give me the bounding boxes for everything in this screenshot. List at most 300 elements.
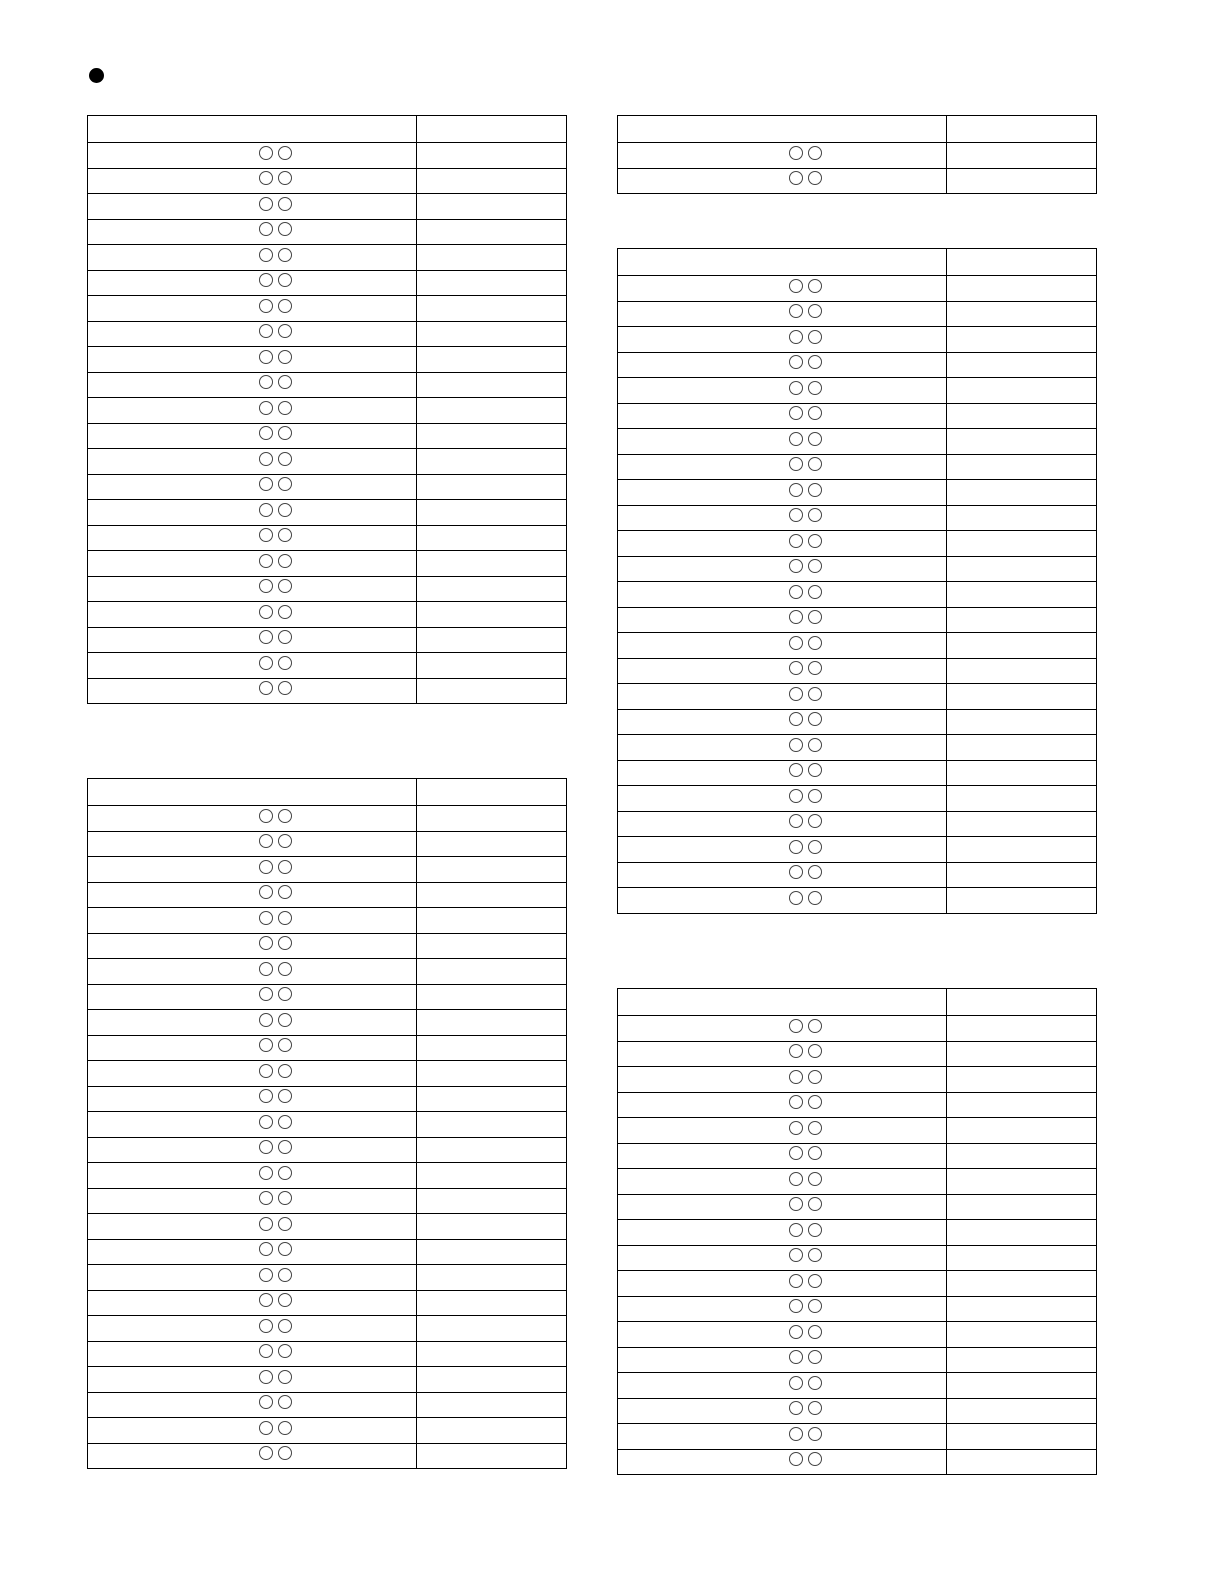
- row-value-cell[interactable]: [417, 959, 567, 985]
- row-value-cell[interactable]: [947, 862, 1097, 888]
- table-row: [88, 1214, 567, 1240]
- row-value-cell[interactable]: [417, 602, 567, 628]
- circle-icon[interactable]: [808, 712, 822, 726]
- circle-icon[interactable]: [789, 146, 803, 160]
- row-value-cell[interactable]: [947, 633, 1097, 659]
- circle-icon[interactable]: [278, 656, 292, 670]
- row-value-cell[interactable]: [947, 811, 1097, 837]
- circle-icon[interactable]: [278, 962, 292, 976]
- row-value-cell[interactable]: [417, 270, 567, 296]
- circle-icon[interactable]: [808, 1197, 822, 1211]
- circle-icon[interactable]: [278, 477, 292, 491]
- circle-icon[interactable]: [808, 1376, 822, 1390]
- row-value-cell[interactable]: [417, 1265, 567, 1291]
- circle-icon[interactable]: [808, 1401, 822, 1415]
- circle-marks: [789, 279, 822, 293]
- circle-icon[interactable]: [278, 1217, 292, 1231]
- circle-icon[interactable]: [808, 814, 822, 828]
- circle-icon[interactable]: [259, 1344, 273, 1358]
- row-value-cell[interactable]: [417, 1061, 567, 1087]
- circle-icon[interactable]: [259, 1268, 273, 1282]
- circle-icon[interactable]: [808, 279, 822, 293]
- circle-icon[interactable]: [259, 1446, 273, 1460]
- circle-icon[interactable]: [808, 1248, 822, 1262]
- circle-icon[interactable]: [808, 687, 822, 701]
- row-item-cell: [88, 245, 417, 271]
- circle-icon[interactable]: [808, 1325, 822, 1339]
- row-value-cell[interactable]: [417, 168, 567, 194]
- row-item-cell: [618, 1092, 947, 1118]
- circle-icon[interactable]: [789, 432, 803, 446]
- circle-icon[interactable]: [278, 1013, 292, 1027]
- circle-icon[interactable]: [808, 1044, 822, 1058]
- row-value-cell[interactable]: [947, 658, 1097, 684]
- circle-icon[interactable]: [278, 248, 292, 262]
- row-value-cell[interactable]: [417, 1163, 567, 1189]
- circle-icon[interactable]: [278, 171, 292, 185]
- circle-icon[interactable]: [789, 1146, 803, 1160]
- row-value-cell[interactable]: [947, 888, 1097, 914]
- row-value-cell[interactable]: [947, 1373, 1097, 1399]
- row-value-cell[interactable]: [417, 1341, 567, 1367]
- circle-icon[interactable]: [259, 477, 273, 491]
- circle-icon[interactable]: [259, 426, 273, 440]
- circle-icon[interactable]: [789, 814, 803, 828]
- circle-icon[interactable]: [789, 1274, 803, 1288]
- circle-icon[interactable]: [278, 273, 292, 287]
- circle-icon[interactable]: [789, 1248, 803, 1262]
- circle-icon[interactable]: [808, 1427, 822, 1441]
- circle-marks: [259, 401, 292, 415]
- table-row: [88, 245, 567, 271]
- row-value-cell[interactable]: [947, 709, 1097, 735]
- circle-icon[interactable]: [808, 559, 822, 573]
- circle-icon[interactable]: [259, 222, 273, 236]
- circle-icon[interactable]: [789, 381, 803, 395]
- circle-icon[interactable]: [808, 355, 822, 369]
- circle-icon[interactable]: [259, 197, 273, 211]
- circle-icon[interactable]: [278, 299, 292, 313]
- circle-icon[interactable]: [808, 1172, 822, 1186]
- circle-icon[interactable]: [808, 171, 822, 185]
- circle-icon[interactable]: [808, 865, 822, 879]
- circle-icon[interactable]: [278, 1446, 292, 1460]
- circle-icon[interactable]: [278, 834, 292, 848]
- circle-icon[interactable]: [259, 860, 273, 874]
- row-value-cell[interactable]: [417, 347, 567, 373]
- circle-icon[interactable]: [278, 222, 292, 236]
- circle-icon[interactable]: [808, 1299, 822, 1313]
- circle-icon[interactable]: [259, 1370, 273, 1384]
- circle-icon[interactable]: [808, 585, 822, 599]
- circle-icon[interactable]: [808, 304, 822, 318]
- row-value-cell[interactable]: [417, 984, 567, 1010]
- circle-icon[interactable]: [789, 1401, 803, 1415]
- circle-icon[interactable]: [259, 299, 273, 313]
- circle-icon[interactable]: [278, 860, 292, 874]
- row-value-cell[interactable]: [417, 219, 567, 245]
- row-value-cell[interactable]: [417, 474, 567, 500]
- circle-icon[interactable]: [789, 1121, 803, 1135]
- row-value-cell[interactable]: [417, 1316, 567, 1342]
- circle-icon[interactable]: [808, 1070, 822, 1084]
- table-row: [88, 1316, 567, 1342]
- circle-icon[interactable]: [259, 630, 273, 644]
- circle-icon[interactable]: [278, 1293, 292, 1307]
- circle-icon[interactable]: [259, 885, 273, 899]
- circle-icon[interactable]: [259, 1421, 273, 1435]
- circle-icon[interactable]: [259, 248, 273, 262]
- circle-icon[interactable]: [278, 1370, 292, 1384]
- circle-icon[interactable]: [789, 661, 803, 675]
- row-value-cell[interactable]: [947, 582, 1097, 608]
- row-value-cell[interactable]: [417, 1214, 567, 1240]
- circle-icon[interactable]: [278, 1038, 292, 1052]
- row-value-cell[interactable]: [417, 1137, 567, 1163]
- circle-icon[interactable]: [259, 1242, 273, 1256]
- header-cell-item: [618, 989, 947, 1016]
- circle-icon[interactable]: [789, 789, 803, 803]
- row-value-cell[interactable]: [947, 143, 1097, 169]
- circle-icon[interactable]: [808, 1350, 822, 1364]
- circle-icon[interactable]: [808, 432, 822, 446]
- circle-icon[interactable]: [259, 1191, 273, 1205]
- row-value-cell[interactable]: [417, 423, 567, 449]
- row-value-cell[interactable]: [417, 1035, 567, 1061]
- circle-icon[interactable]: [808, 1095, 822, 1109]
- circle-icon[interactable]: [259, 1038, 273, 1052]
- circle-icon[interactable]: [278, 324, 292, 338]
- row-value-cell[interactable]: [947, 1296, 1097, 1322]
- row-value-cell[interactable]: [417, 933, 567, 959]
- circle-icon[interactable]: [789, 330, 803, 344]
- circle-icon[interactable]: [278, 426, 292, 440]
- circle-icon[interactable]: [259, 503, 273, 517]
- table-row: [88, 449, 567, 475]
- circle-icon[interactable]: [259, 1319, 273, 1333]
- circle-icon[interactable]: [808, 1452, 822, 1466]
- row-item-cell: [618, 403, 947, 429]
- row-value-cell[interactable]: [947, 378, 1097, 404]
- circle-icon[interactable]: [808, 483, 822, 497]
- circle-icon[interactable]: [278, 452, 292, 466]
- circle-icon[interactable]: [808, 840, 822, 854]
- circle-icon[interactable]: [278, 681, 292, 695]
- table-row: [88, 984, 567, 1010]
- circle-icon[interactable]: [259, 579, 273, 593]
- row-value-cell[interactable]: [417, 1418, 567, 1444]
- row-value-cell[interactable]: [417, 1367, 567, 1393]
- circle-icon[interactable]: [808, 457, 822, 471]
- circle-icon[interactable]: [278, 528, 292, 542]
- row-value-cell[interactable]: [947, 1143, 1097, 1169]
- circle-icon[interactable]: [259, 1293, 273, 1307]
- circle-icon[interactable]: [259, 809, 273, 823]
- circle-icon[interactable]: [789, 585, 803, 599]
- circle-icon[interactable]: [278, 1395, 292, 1409]
- circle-icon[interactable]: [259, 656, 273, 670]
- circle-icon[interactable]: [278, 885, 292, 899]
- row-value-cell[interactable]: [417, 908, 567, 934]
- table-row: [88, 831, 567, 857]
- circle-icon[interactable]: [259, 401, 273, 415]
- table-row: [88, 194, 567, 220]
- row-value-cell[interactable]: [947, 480, 1097, 506]
- row-value-cell[interactable]: [947, 1016, 1097, 1042]
- circle-icon[interactable]: [278, 936, 292, 950]
- row-value-cell[interactable]: [947, 607, 1097, 633]
- circle-marks: [259, 1191, 292, 1205]
- circle-icon[interactable]: [808, 1121, 822, 1135]
- circle-icon[interactable]: [808, 1223, 822, 1237]
- circle-icon[interactable]: [259, 1089, 273, 1103]
- row-value-cell[interactable]: [417, 1290, 567, 1316]
- circle-icon[interactable]: [789, 1299, 803, 1313]
- row-value-cell[interactable]: [947, 1449, 1097, 1475]
- circle-icon[interactable]: [789, 1223, 803, 1237]
- circle-icon[interactable]: [278, 1115, 292, 1129]
- row-value-cell[interactable]: [947, 1322, 1097, 1348]
- circle-icon[interactable]: [259, 1217, 273, 1231]
- row-value-cell[interactable]: [947, 556, 1097, 582]
- circle-icon[interactable]: [808, 508, 822, 522]
- circle-icon[interactable]: [259, 350, 273, 364]
- circle-icon[interactable]: [789, 712, 803, 726]
- row-value-cell[interactable]: [417, 1010, 567, 1036]
- row-value-cell[interactable]: [947, 1245, 1097, 1271]
- circle-icon[interactable]: [789, 1044, 803, 1058]
- row-value-cell[interactable]: [417, 500, 567, 526]
- circle-icon[interactable]: [789, 891, 803, 905]
- circle-icon[interactable]: [278, 554, 292, 568]
- circle-icon[interactable]: [808, 406, 822, 420]
- row-value-cell[interactable]: [417, 1188, 567, 1214]
- row-value-cell[interactable]: [947, 1271, 1097, 1297]
- circle-icon[interactable]: [259, 452, 273, 466]
- row-value-cell[interactable]: [947, 301, 1097, 327]
- circle-icon[interactable]: [278, 1191, 292, 1205]
- row-value-cell[interactable]: [417, 1112, 567, 1138]
- row-value-cell[interactable]: [947, 837, 1097, 863]
- row-value-cell[interactable]: [417, 194, 567, 220]
- row-value-cell[interactable]: [417, 882, 567, 908]
- row-value-cell[interactable]: [947, 684, 1097, 710]
- row-value-cell[interactable]: [947, 1220, 1097, 1246]
- circle-icon[interactable]: [789, 1197, 803, 1211]
- circle-icon[interactable]: [278, 375, 292, 389]
- circle-icon[interactable]: [259, 605, 273, 619]
- row-value-cell[interactable]: [947, 168, 1097, 194]
- circle-icon[interactable]: [789, 279, 803, 293]
- circle-icon[interactable]: [278, 1089, 292, 1103]
- circle-icon[interactable]: [259, 273, 273, 287]
- circle-icon[interactable]: [808, 330, 822, 344]
- circle-icon[interactable]: [789, 406, 803, 420]
- row-value-cell[interactable]: [417, 1443, 567, 1469]
- circle-icon[interactable]: [808, 636, 822, 650]
- row-value-cell[interactable]: [947, 1169, 1097, 1195]
- circle-icon[interactable]: [789, 763, 803, 777]
- row-value-cell[interactable]: [947, 1347, 1097, 1373]
- circle-icon[interactable]: [278, 1319, 292, 1333]
- circle-icon[interactable]: [278, 911, 292, 925]
- row-item-cell: [618, 709, 947, 735]
- circle-icon[interactable]: [278, 503, 292, 517]
- circle-icon[interactable]: [259, 146, 273, 160]
- row-value-cell[interactable]: [417, 245, 567, 271]
- row-value-cell[interactable]: [417, 576, 567, 602]
- circle-icon[interactable]: [808, 146, 822, 160]
- circle-icon[interactable]: [278, 146, 292, 160]
- circle-icon[interactable]: [789, 636, 803, 650]
- row-value-cell[interactable]: [947, 1194, 1097, 1220]
- row-value-cell[interactable]: [947, 735, 1097, 761]
- circle-icon[interactable]: [259, 171, 273, 185]
- row-value-cell[interactable]: [417, 551, 567, 577]
- circle-icon[interactable]: [789, 171, 803, 185]
- circle-icon[interactable]: [259, 324, 273, 338]
- row-value-cell[interactable]: [417, 1239, 567, 1265]
- row-value-cell[interactable]: [947, 1424, 1097, 1450]
- circle-icon[interactable]: [789, 559, 803, 573]
- circle-icon[interactable]: [808, 891, 822, 905]
- circle-icon[interactable]: [789, 1325, 803, 1339]
- circle-icon[interactable]: [259, 681, 273, 695]
- circle-icon[interactable]: [278, 1242, 292, 1256]
- row-value-cell[interactable]: [417, 627, 567, 653]
- circle-icon[interactable]: [789, 840, 803, 854]
- circle-icon[interactable]: [259, 1064, 273, 1078]
- circle-icon[interactable]: [259, 1140, 273, 1154]
- circle-icon[interactable]: [278, 197, 292, 211]
- row-item-cell: [88, 219, 417, 245]
- circle-icon[interactable]: [789, 1095, 803, 1109]
- row-item-cell: [88, 347, 417, 373]
- circle-icon[interactable]: [789, 508, 803, 522]
- circle-icon[interactable]: [278, 630, 292, 644]
- circle-icon[interactable]: [278, 1140, 292, 1154]
- circle-marks: [789, 146, 822, 160]
- circle-icon[interactable]: [808, 381, 822, 395]
- row-value-cell[interactable]: [947, 276, 1097, 302]
- table-row: [618, 1041, 1097, 1067]
- circle-icon[interactable]: [259, 936, 273, 950]
- circle-icon[interactable]: [278, 1064, 292, 1078]
- circle-icon[interactable]: [808, 534, 822, 548]
- row-value-cell[interactable]: [417, 806, 567, 832]
- row-value-cell[interactable]: [947, 454, 1097, 480]
- circle-icon[interactable]: [789, 1070, 803, 1084]
- row-value-cell[interactable]: [417, 372, 567, 398]
- circle-icon[interactable]: [789, 1452, 803, 1466]
- row-value-cell[interactable]: [947, 531, 1097, 557]
- row-value-cell[interactable]: [947, 1398, 1097, 1424]
- row-value-cell[interactable]: [417, 296, 567, 322]
- row-value-cell[interactable]: [947, 760, 1097, 786]
- circle-icon[interactable]: [278, 987, 292, 1001]
- circle-icon[interactable]: [278, 401, 292, 415]
- row-value-cell[interactable]: [417, 831, 567, 857]
- row-value-cell[interactable]: [417, 398, 567, 424]
- circle-icon[interactable]: [789, 1350, 803, 1364]
- circle-icon[interactable]: [808, 738, 822, 752]
- row-value-cell[interactable]: [947, 1118, 1097, 1144]
- row-value-cell[interactable]: [947, 1092, 1097, 1118]
- row-value-cell[interactable]: [417, 143, 567, 169]
- circle-icon[interactable]: [259, 987, 273, 1001]
- circle-icon[interactable]: [808, 661, 822, 675]
- circle-icon[interactable]: [789, 483, 803, 497]
- row-value-cell[interactable]: [417, 1392, 567, 1418]
- circle-icon[interactable]: [789, 865, 803, 879]
- circle-icon[interactable]: [789, 1427, 803, 1441]
- row-value-cell[interactable]: [417, 321, 567, 347]
- circle-icon[interactable]: [789, 687, 803, 701]
- row-item-cell: [88, 806, 417, 832]
- circle-icon[interactable]: [259, 1013, 273, 1027]
- circle-icon[interactable]: [789, 355, 803, 369]
- circle-icon[interactable]: [259, 1115, 273, 1129]
- circle-icon[interactable]: [278, 350, 292, 364]
- row-value-cell[interactable]: [417, 678, 567, 704]
- row-value-cell[interactable]: [947, 403, 1097, 429]
- circle-icon[interactable]: [808, 1146, 822, 1160]
- circle-icon[interactable]: [259, 1395, 273, 1409]
- circle-icon[interactable]: [278, 809, 292, 823]
- circle-icon[interactable]: [789, 457, 803, 471]
- circle-icon[interactable]: [789, 1019, 803, 1033]
- circle-icon[interactable]: [789, 1172, 803, 1186]
- row-value-cell[interactable]: [417, 525, 567, 551]
- circle-icon[interactable]: [278, 579, 292, 593]
- circle-icon[interactable]: [808, 1019, 822, 1033]
- row-value-cell[interactable]: [947, 1067, 1097, 1093]
- row-value-cell[interactable]: [417, 1086, 567, 1112]
- row-value-cell[interactable]: [947, 352, 1097, 378]
- circle-icon[interactable]: [808, 789, 822, 803]
- row-value-cell[interactable]: [417, 449, 567, 475]
- circle-icon[interactable]: [789, 738, 803, 752]
- circle-icon[interactable]: [259, 834, 273, 848]
- circle-icon[interactable]: [789, 610, 803, 624]
- circle-icon[interactable]: [259, 911, 273, 925]
- circle-icon[interactable]: [259, 1166, 273, 1180]
- circle-icon[interactable]: [789, 1376, 803, 1390]
- row-value-cell[interactable]: [947, 505, 1097, 531]
- row-value-cell[interactable]: [947, 327, 1097, 353]
- row-value-cell[interactable]: [947, 786, 1097, 812]
- row-value-cell[interactable]: [947, 1041, 1097, 1067]
- circle-icon[interactable]: [278, 1268, 292, 1282]
- row-value-cell[interactable]: [417, 857, 567, 883]
- circle-icon[interactable]: [278, 1421, 292, 1435]
- row-value-cell[interactable]: [947, 429, 1097, 455]
- circle-icon[interactable]: [278, 1344, 292, 1358]
- circle-icon[interactable]: [808, 1274, 822, 1288]
- circle-icon[interactable]: [789, 534, 803, 548]
- circle-icon[interactable]: [278, 605, 292, 619]
- row-value-cell[interactable]: [417, 653, 567, 679]
- circle-icon[interactable]: [808, 610, 822, 624]
- circle-icon[interactable]: [259, 375, 273, 389]
- circle-icon[interactable]: [259, 528, 273, 542]
- circle-icon[interactable]: [808, 763, 822, 777]
- circle-icon[interactable]: [789, 304, 803, 318]
- circle-icon[interactable]: [259, 962, 273, 976]
- circle-icon[interactable]: [278, 1166, 292, 1180]
- circle-icon[interactable]: [259, 554, 273, 568]
- row-item-cell: [88, 500, 417, 526]
